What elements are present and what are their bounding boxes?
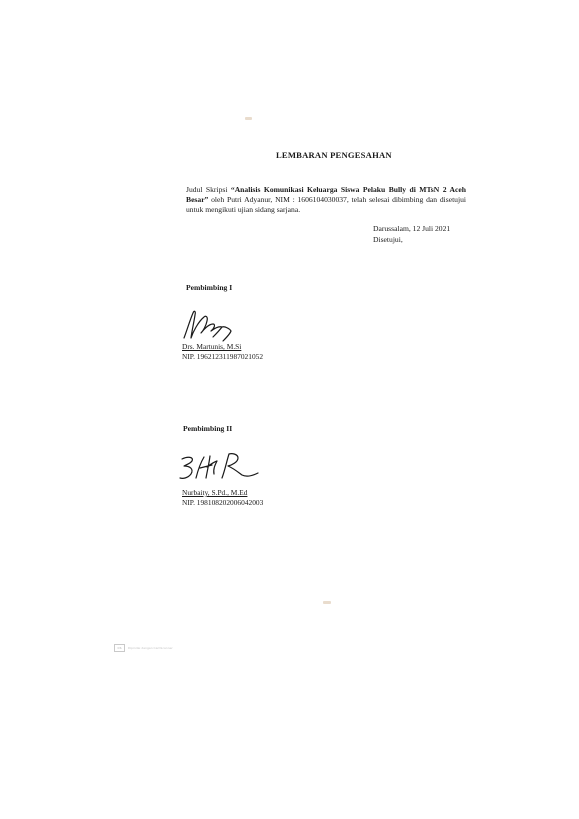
scan-speck [323,601,331,604]
approval-paragraph [186,185,466,216]
place-date-block [373,224,450,245]
scan-speck [245,117,252,120]
supervisor-1-role: Pembimbing I [186,283,233,292]
approved-label: Disetujui, [373,234,403,244]
scanner-watermark-text: Dipindai dengan CamScanner [128,646,173,650]
supervisor-1-signature [178,304,248,344]
paragraph-suffix: oleh Putri Adyanur, NIM : 1606104030037, telah selesai dibimbing dan disetujui untuk mengikuti ujian sidang sarjana. [186,195,466,215]
supervisor-2-role: Pembimbing II [183,424,233,433]
thesis-title: “Analisis Komunikasi Keluarga Siswa Pelaku Bully di MTsN 2 Aceh Besar” [186,185,466,205]
place-date: Darussalam, 12 Juli 2021 [373,224,451,233]
supervisor-1-nip: NIP. 196212311987021052 [182,352,264,361]
document-title: LEMBARAN PENGESAHAN [276,150,392,160]
scanner-watermark [114,644,173,652]
supervisor-2-name: Nurbaity, S.Pd., M.Ed [182,488,248,497]
paragraph-prefix: Judul Skripsi [186,185,231,194]
supervisor-2-nip: NIP. 198108202006042003 [182,498,264,507]
scanner-logo-icon: CS [114,644,125,652]
supervisor-1-name: Drs. Martunis, M.Si [182,342,242,351]
supervisor-2-signature [176,448,266,488]
